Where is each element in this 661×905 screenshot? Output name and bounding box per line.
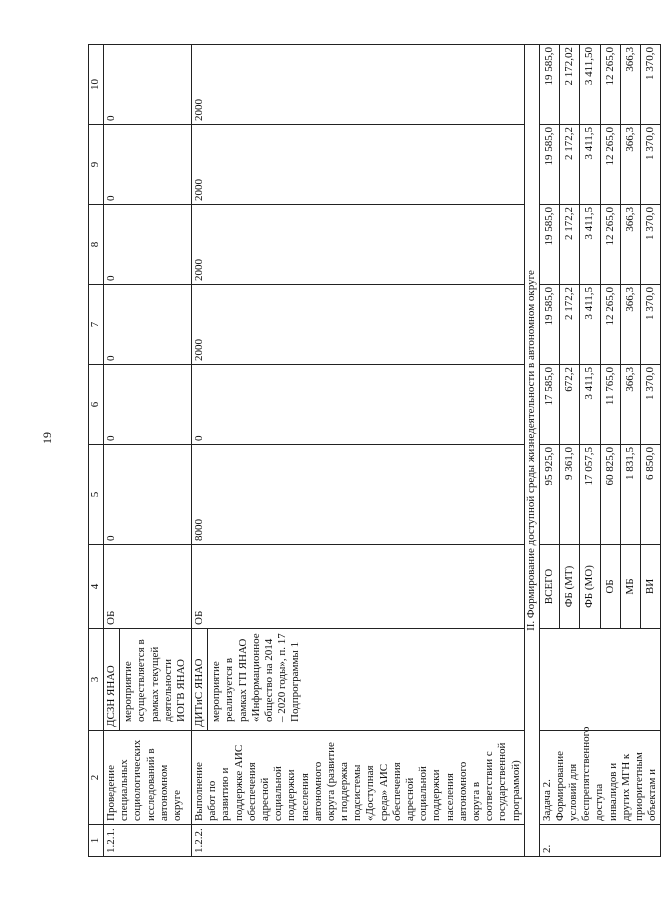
row-value: 0 — [104, 365, 192, 445]
row-value: 0 — [192, 365, 525, 445]
task-value: 2 172,02 — [559, 45, 579, 125]
task-value: 19 585,0 — [539, 45, 559, 125]
section-row — [524, 45, 539, 857]
task-value: 1 370,0 — [641, 125, 661, 205]
col-header-10: 10 — [89, 45, 104, 125]
row-id: 1.2.2. — [192, 825, 525, 857]
task-value: 2 172,2 — [559, 125, 579, 205]
task-value: 1 370,0 — [641, 285, 661, 365]
task-value: 366,3 — [620, 125, 640, 205]
row-source: ОБ — [104, 545, 192, 629]
row-value: 2000 — [192, 285, 525, 365]
section-title: II. Формирование доступной среды жизнедеятельности в автономном округе — [524, 45, 539, 857]
col-header-5: 5 — [89, 445, 104, 545]
task-source: ФБ (МО) — [580, 545, 600, 629]
task-value: 1 831,5 — [620, 445, 640, 545]
row-org-cell — [192, 629, 525, 731]
task-value: 9 361,0 — [559, 445, 579, 545]
row-org-note: мероприятие реализуется в рамках ГП ЯНАО «Информационное общество на 2014 – 2020 годы», п. 17 Подпрограммы 1 — [207, 629, 302, 730]
row-value: 0 — [104, 205, 192, 285]
task-value: 19 585,0 — [539, 205, 559, 285]
task-value: 3 411,5 — [580, 205, 600, 285]
row-value: 0 — [104, 125, 192, 205]
task-value: 366,3 — [620, 285, 640, 365]
task-value: 12 265,0 — [600, 205, 620, 285]
task-org-empty — [539, 629, 661, 731]
task-value: 366,3 — [620, 45, 640, 125]
row-org: ДИТиС ЯНАО — [193, 658, 205, 727]
row-value: 0 — [104, 445, 192, 545]
row-value: 0 — [104, 285, 192, 365]
row-source: ОБ — [192, 545, 525, 629]
task-source: ОБ — [600, 545, 620, 629]
program-table — [88, 44, 661, 857]
task-value: 17 057,5 — [580, 445, 600, 545]
task-value: 3 411,5 — [580, 285, 600, 365]
program-table-sheet — [88, 45, 659, 857]
row-value: 0 — [104, 45, 192, 125]
task-source: ВСЕГО — [539, 545, 559, 629]
col-header-2: 2 — [89, 731, 104, 825]
task-id: 2. — [539, 825, 661, 857]
task-value: 12 265,0 — [600, 45, 620, 125]
task-value: 2 172,2 — [559, 285, 579, 365]
table-row — [192, 45, 525, 857]
task-value: 1 370,0 — [641, 45, 661, 125]
task-row — [539, 45, 559, 857]
task-value: 3 411,5 — [580, 365, 600, 445]
task-value: 3 411,50 — [580, 45, 600, 125]
col-header-1: 1 — [89, 825, 104, 857]
task-value: 1 370,0 — [641, 205, 661, 285]
col-header-8: 8 — [89, 205, 104, 285]
task-source: МБ — [620, 545, 640, 629]
row-name: Выполнение работ по развитию и поддержке АИС обеспечения адресной социальной поддержки населения автономного округа (развитие и поддержка подсистемы «Доступная среда» АИС обеспечения адресной социальной поддержки населения автономного округа в соответствии с государственной программой) — [192, 731, 525, 825]
col-header-4: 4 — [89, 545, 104, 629]
row-value: 2000 — [192, 205, 525, 285]
task-source: ФБ (МТ) — [559, 545, 579, 629]
task-value: 12 265,0 — [600, 285, 620, 365]
task-value: 19 585,0 — [539, 125, 559, 205]
row-id: 1.2.1. — [104, 825, 192, 857]
col-header-9: 9 — [89, 125, 104, 205]
row-org: ДСЗН ЯНАО — [105, 665, 117, 727]
page-number: 19 — [40, 432, 54, 444]
row-org-note: мероприятие осуществляется в рамках текущей деятельности ИОГВ ЯНАО — [119, 629, 188, 730]
task-source: ВИ — [641, 545, 661, 629]
row-value: 2000 — [192, 125, 525, 205]
task-value: 19 585,0 — [539, 285, 559, 365]
task-value: 11 765,0 — [600, 365, 620, 445]
col-header-6: 6 — [89, 365, 104, 445]
task-value: 60 825,0 — [600, 445, 620, 545]
row-name: Проведение специальных социологических исследований в автономном округе — [104, 731, 192, 825]
task-name: Задача 2. Формирование условий для беспрепятственного доступа инвалидов и других МГН к приоритетным объектам и — [539, 731, 661, 825]
col-header-7: 7 — [89, 285, 104, 365]
task-value: 366,3 — [620, 365, 640, 445]
col-header-3: 3 — [89, 629, 104, 731]
task-value: 17 585,0 — [539, 365, 559, 445]
task-value: 2 172,2 — [559, 205, 579, 285]
table-row — [104, 45, 192, 857]
task-value: 6 850,0 — [641, 445, 661, 545]
row-value: 2000 — [192, 45, 525, 125]
row-value: 8000 — [192, 445, 525, 545]
task-value: 366,3 — [620, 205, 640, 285]
task-value: 1 370,0 — [641, 365, 661, 445]
row-org-cell — [104, 629, 192, 731]
task-value: 95 925,0 — [539, 445, 559, 545]
task-value: 12 265,0 — [600, 125, 620, 205]
task-value: 672,2 — [559, 365, 579, 445]
task-value: 3 411,5 — [580, 125, 600, 205]
header-row — [89, 45, 104, 857]
